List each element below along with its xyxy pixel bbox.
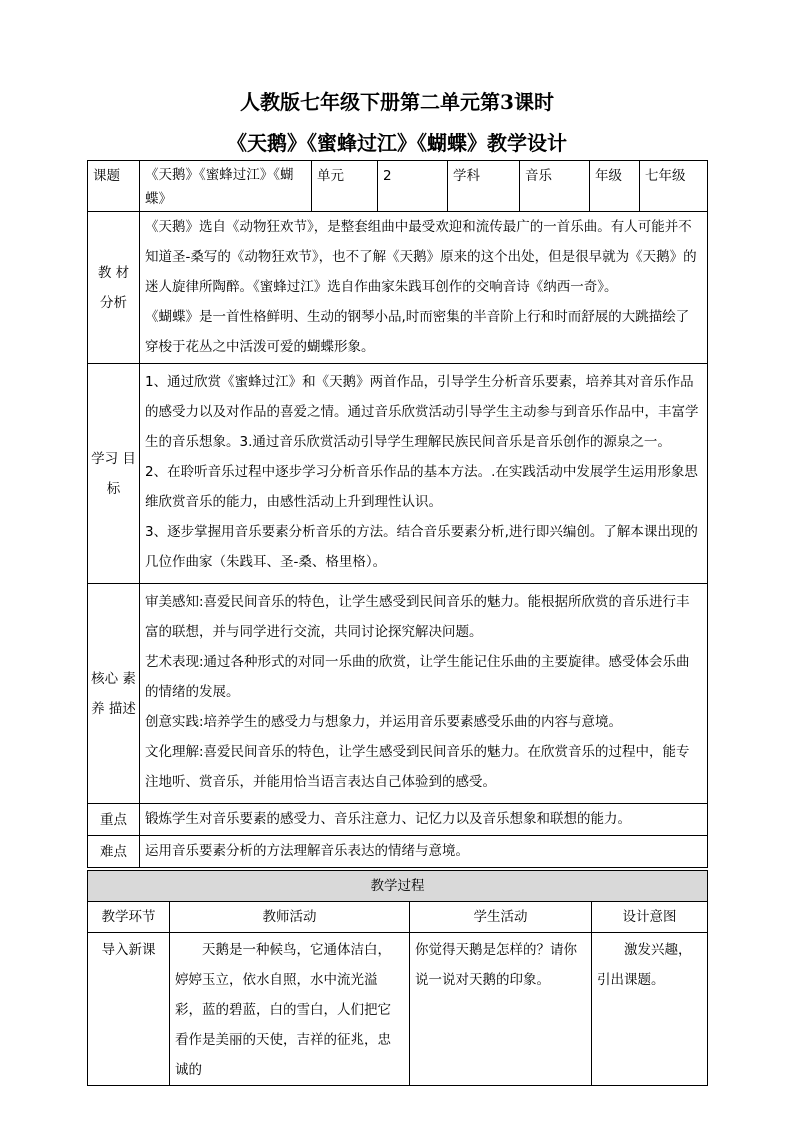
teaching-process-table [87,870,708,1086]
column-header-intent: 设计意图 [592,902,708,933]
objectives-paragraph: 2、在聆听音乐过程中逐步学习分析音乐作品的基本方法。.在实践活动中发展学生运用形象思维欣赏音乐的能力，由感性活动上升到理性认识。 [145,464,698,510]
analysis-content [140,212,708,364]
literacy-paragraph: 艺术表现:通过各种形式的对同一乐曲的欣赏，让学生能记住乐曲的主要旋律。感受体会乐曲的情绪的发展。 [145,654,690,700]
topic-label: 课题 [88,161,140,212]
page-subtitle: 《天鹅》《蜜蜂过江》《蝴蝶》教学设计 [227,131,567,155]
stage-cell: 导入新课 [88,933,170,1086]
column-header-stage: 教学环节 [88,902,170,933]
lesson-info-table [87,160,708,868]
subject-value: 音乐 [520,161,590,212]
design-intent-cell: 激发兴趣，引出课题。 [592,933,708,1086]
literacy-paragraph: 创意实践:培养学生的感受力与想象力，并运用音乐要素感受乐曲的内容与意境。 [145,714,623,730]
analysis-paragraph: 《天鹅》选自《动物狂欢节》，是整套组曲中最受欢迎和流传最广的一首乐曲。有人可能并不知道圣-桑写的《动物狂欢节》，也不了解《天鹅》原来的这个出处，但是很早就为《天鹅》的迷人旋律所陶醉。《蜜蜂过江》选自作曲家朱践耳创作的交响音诗《纳西一奇》。 [145,219,697,295]
analysis-paragraph: 《蝴蝶》是一首性格鲜明、生动的钢琴小品,时而密集的半音阶上行和时而舒展的大跳描绘了穿梭于花丛之中活泼可爱的蝴蝶形象。 [145,309,690,355]
teacher-activity-cell: 天鹅是一种候鸟，它通体洁白，婷婷玉立，依水自照，水中流光溢彩，蓝的碧蓝，白的雪白，人们把它看作是美丽的天使，吉祥的征兆，忠诚的 [170,933,410,1086]
unit-value: 2 [378,161,448,212]
key-point-text: 锻炼学生对音乐要素的感受力、音乐注意力、记忆力以及音乐想象和联想的能力。 [140,804,708,836]
difficulty-text: 运用音乐要素分析的方法理解音乐表达的情绪与意境。 [140,836,708,868]
unit-label: 单元 [312,161,378,212]
key-point-label: 重点 [88,804,140,836]
student-activity-cell: 你觉得天鹅是怎样的？请你说一说对天鹅的印象。 [410,933,592,1086]
table-row [88,933,708,1086]
literacy-paragraph: 文化理解:喜爱民间音乐的特色，让学生感受到民间音乐的魅力。在欣赏音乐的过程中，能专注地听、赏音乐，并能用恰当语言表达自己体验到的感受。 [145,744,690,790]
subject-label: 学科 [448,161,520,212]
topic-value: 《天鹅》《蜜蜂过江》《蝴蝶》 [140,161,312,212]
objectives-content [140,364,708,584]
process-band-title: 教学过程 [88,871,708,902]
objectives-paragraph: 1、通过欣赏《蜜蜂过江》和《天鹅》两首作品，引导学生分析音乐要素，培养其对音乐作品的感受力以及对作品的喜爱之情。通过音乐欣赏活动引导学生主动参与到音乐作品中，丰富学生的音乐想象。3.通过音乐欣赏活动引导学生理解民族民间音乐是音乐创作的源泉之一。 [145,374,699,450]
grade-value: 七年级 [640,161,708,212]
objectives-label: 学习 目标 [88,364,140,584]
column-header-student: 学生活动 [410,902,592,933]
difficulty-label: 难点 [88,836,140,868]
column-header-teacher: 教师活动 [170,902,410,933]
literacy-label: 核心 素养 描述 [88,584,140,804]
analysis-label: 教 材 分析 [88,212,140,364]
literacy-content [140,584,708,804]
literacy-paragraph: 审美感知:喜爱民间音乐的特色，让学生感受到民间音乐的魅力。能根据所欣赏的音乐进行丰富的联想，并与同学进行交流，共同讨论探究解决问题。 [145,594,690,640]
objectives-paragraph: 3、逐步掌握用音乐要素分析音乐的方法。结合音乐要素分析,进行即兴编创。了解本课出现的几位作曲家（朱践耳、圣-桑、格里格）。 [145,524,698,570]
grade-label: 年级 [590,161,640,212]
page-title: 人教版七年级下册第二单元第3课时 [240,90,554,114]
